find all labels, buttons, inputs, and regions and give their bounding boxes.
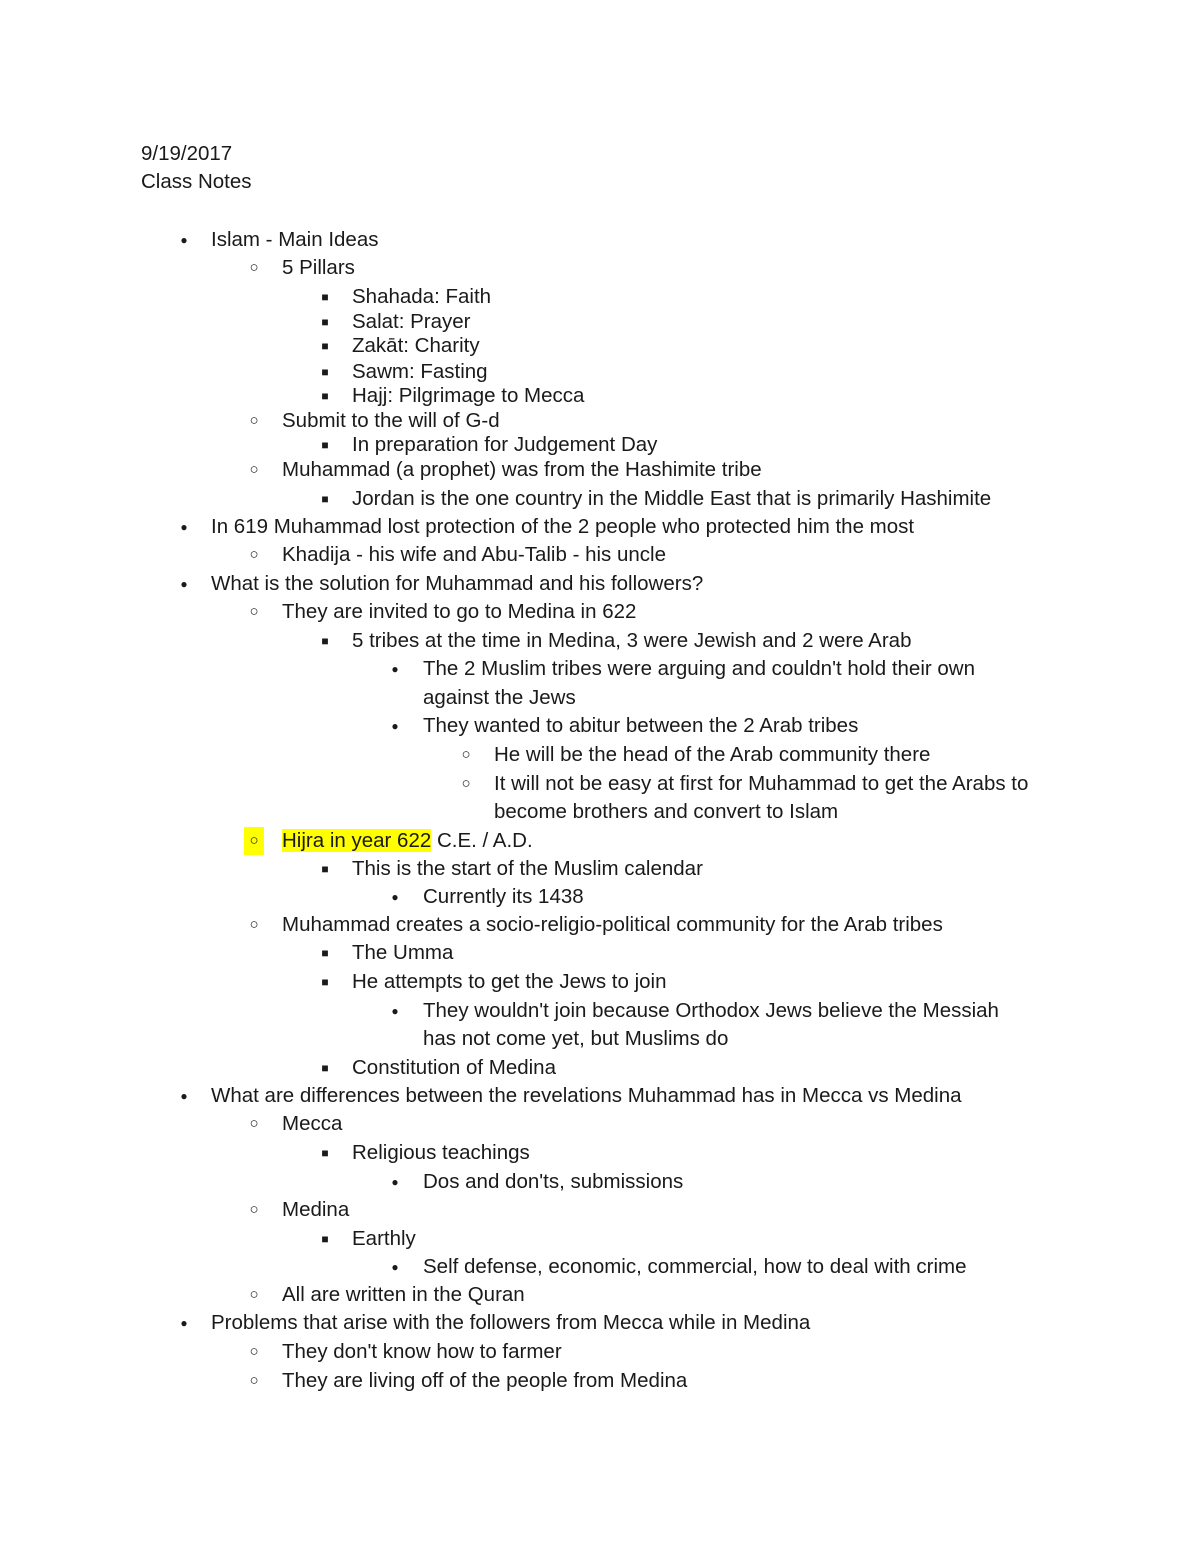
note-item xyxy=(0,655,1200,683)
note-item xyxy=(0,1281,1200,1309)
note-text-content: Muhammad creates a socio-religio-political community for the Arab tribes xyxy=(282,913,943,936)
bullet-square-icon xyxy=(315,855,335,883)
note-text xyxy=(352,382,584,410)
bullet-square-icon xyxy=(315,283,335,311)
note-text-content: It will not be easy at first for Muhammad to get the Arabs to xyxy=(494,772,1029,795)
note-text-content: They don't know how to farmer xyxy=(282,1340,562,1363)
note-item xyxy=(0,939,1200,967)
note-text-content: become brothers and convert to Islam xyxy=(494,800,839,823)
note-text-content: Salat: Prayer xyxy=(352,310,471,333)
note-text xyxy=(352,283,491,311)
note-text-content: The Umma xyxy=(352,941,454,964)
note-text xyxy=(423,712,858,740)
note-text-content: They wanted to abitur between the 2 Arab tribes xyxy=(423,714,859,737)
note-text-content: What are differences between the revelations Muhammad has in Mecca vs Medina xyxy=(211,1084,962,1107)
note-text xyxy=(352,485,991,513)
note-text xyxy=(282,911,943,939)
note-item xyxy=(0,997,1200,1025)
note-item xyxy=(0,254,1200,282)
note-text-content: Dos and don'ts, submissions xyxy=(423,1170,684,1193)
note-text-content: Constitution of Medina xyxy=(352,1056,556,1079)
bullet-disc-icon xyxy=(174,1082,194,1110)
bullet-circle-icon xyxy=(244,456,264,484)
note-text-content: Jordan is the one country in the Middle East that is primarily Hashimite xyxy=(352,487,992,510)
note-item xyxy=(0,741,1200,769)
note-text xyxy=(423,1168,683,1196)
note-text xyxy=(423,1253,966,1281)
bullet-disc-icon xyxy=(385,655,405,683)
note-item xyxy=(0,382,1200,410)
note-text xyxy=(282,1281,525,1309)
note-text xyxy=(423,883,584,911)
note-text xyxy=(282,254,355,282)
bullet-square-icon xyxy=(315,382,335,410)
note-title xyxy=(0,168,1200,196)
note-text-content: In preparation for Judgement Day xyxy=(352,433,658,456)
note-text-rest: C.E. / A.D. xyxy=(431,829,533,852)
bullet-circle-icon xyxy=(244,1110,264,1138)
note-text-content: Problems that arise with the followers from Mecca while in Medina xyxy=(211,1311,811,1334)
note-text-content: 5 Pillars xyxy=(282,256,355,279)
bullet-disc-icon xyxy=(174,513,194,541)
note-text xyxy=(352,1054,556,1082)
note-text xyxy=(352,855,703,883)
note-text xyxy=(282,456,762,484)
bullet-circle-icon xyxy=(244,254,264,282)
note-text-content: Zakāt: Charity xyxy=(352,334,480,357)
note-text xyxy=(423,655,975,683)
bullet-circle-icon xyxy=(244,827,264,855)
note-text xyxy=(352,1225,416,1253)
note-text xyxy=(494,770,1028,798)
note-item xyxy=(0,627,1200,655)
note-item xyxy=(0,513,1200,541)
note-item xyxy=(0,1367,1200,1395)
note-item xyxy=(0,570,1200,598)
bullet-square-icon xyxy=(315,939,335,967)
note-text-content: Khadija - his wife and Abu-Talib - his uncle xyxy=(282,543,667,566)
note-item xyxy=(0,1168,1200,1196)
note-date-text: 9/19/2017 xyxy=(141,142,233,165)
note-item xyxy=(0,1054,1200,1082)
bullet-disc-icon xyxy=(385,883,405,911)
note-item xyxy=(0,1225,1200,1253)
note-text-content: Shahada: Faith xyxy=(352,285,492,308)
note-item xyxy=(0,1139,1200,1167)
bullet-circle-icon xyxy=(456,770,476,798)
note-text xyxy=(282,1338,562,1366)
note-text-content: Earthly xyxy=(352,1227,416,1250)
bullet-square-icon xyxy=(315,332,335,360)
note-text xyxy=(423,997,999,1025)
note-text-content: They are invited to go to Medina in 622 xyxy=(282,600,637,623)
bullet-circle-icon xyxy=(244,1196,264,1224)
note-item xyxy=(0,1253,1200,1281)
bullet-circle-icon xyxy=(244,1338,264,1366)
note-text-content: Hajj: Pilgrimage to Mecca xyxy=(352,384,585,407)
note-line-continuation xyxy=(0,684,1200,712)
note-text-content: against the Jews xyxy=(423,686,576,709)
note-text-content: Medina xyxy=(282,1198,350,1221)
note-item xyxy=(0,712,1200,740)
note-text-content: What is the solution for Muhammad and his followers? xyxy=(211,572,704,595)
note-text-content: Currently its 1438 xyxy=(423,885,584,908)
note-text xyxy=(352,431,657,459)
note-text xyxy=(282,1367,687,1395)
note-text xyxy=(494,798,838,826)
note-text-content: 5 tribes at the time in Medina, 3 were Jewish and 2 were Arab xyxy=(352,629,912,652)
note-item xyxy=(0,431,1200,459)
note-item xyxy=(0,485,1200,513)
note-text-content: Religious teachings xyxy=(352,1141,530,1164)
note-text-content: He attempts to get the Jews to join xyxy=(352,970,667,993)
note-text xyxy=(211,1309,810,1337)
note-text xyxy=(423,1025,728,1053)
note-text xyxy=(282,1196,349,1224)
bullet-square-icon xyxy=(315,431,335,459)
note-text-content: Islam - Main Ideas xyxy=(211,228,379,251)
note-title-text: Class Notes xyxy=(141,170,252,193)
note-item xyxy=(0,283,1200,311)
note-item xyxy=(0,226,1200,254)
bullet-square-icon xyxy=(315,1139,335,1167)
note-text-content: They are living off of the people from Medina xyxy=(282,1369,688,1392)
note-text xyxy=(352,627,912,655)
note-line-continuation xyxy=(0,798,1200,826)
bullet-square-icon xyxy=(315,1054,335,1082)
note-text-content: He will be the head of the Arab community there xyxy=(494,743,931,766)
note-item xyxy=(0,1309,1200,1337)
note-text-content: has not come yet, but Muslims do xyxy=(423,1027,729,1050)
note-line-continuation xyxy=(0,1025,1200,1053)
note-text xyxy=(211,226,378,254)
bullet-square-icon xyxy=(315,1225,335,1253)
bullet-circle-icon xyxy=(244,541,264,569)
note-item xyxy=(0,1082,1200,1110)
bullet-square-icon xyxy=(315,968,335,996)
bullet-circle-icon xyxy=(456,741,476,769)
note-text-content: The 2 Muslim tribes were arguing and couldn't hold their own xyxy=(423,657,976,680)
note-item xyxy=(0,827,1200,855)
note-text xyxy=(352,968,667,996)
note-text-content: Submit to the will of G-d xyxy=(282,409,500,432)
bullet-disc-icon xyxy=(385,1168,405,1196)
note-text xyxy=(282,1110,342,1138)
note-text xyxy=(282,541,666,569)
note-text-content: Muhammad (a prophet) was from the Hashimite tribe xyxy=(282,458,762,481)
bullet-square-icon xyxy=(315,627,335,655)
note-text-content: This is the start of the Muslim calendar xyxy=(352,857,703,880)
note-text xyxy=(211,513,914,541)
note-text xyxy=(494,741,930,769)
highlighted-text: Hijra in year 622 xyxy=(282,829,432,852)
bullet-disc-icon xyxy=(174,1309,194,1337)
bullet-disc-icon xyxy=(385,1253,405,1281)
note-text xyxy=(211,1082,962,1110)
note-item xyxy=(0,1110,1200,1138)
bullet-square-icon xyxy=(315,485,335,513)
note-text-content: In 619 Muhammad lost protection of the 2 people who protected him the most xyxy=(211,515,915,538)
bullet-circle-icon xyxy=(244,598,264,626)
note-text-content: Sawm: Fasting xyxy=(352,360,488,383)
note-item xyxy=(0,598,1200,626)
bullet-disc-icon xyxy=(174,570,194,598)
note-text-content: Mecca xyxy=(282,1112,343,1135)
note-item xyxy=(0,541,1200,569)
note-text xyxy=(282,827,533,855)
note-item xyxy=(0,1338,1200,1366)
note-item xyxy=(0,770,1200,798)
note-text-content: They wouldn't join because Orthodox Jews believe the Messiah xyxy=(423,999,999,1022)
note-text xyxy=(282,598,636,626)
note-text xyxy=(211,570,703,598)
bullet-circle-icon xyxy=(244,911,264,939)
note-item xyxy=(0,456,1200,484)
bullet-circle-icon xyxy=(244,1281,264,1309)
note-item xyxy=(0,911,1200,939)
note-text xyxy=(352,939,453,967)
note-text xyxy=(352,332,480,360)
bullet-disc-icon xyxy=(174,226,194,254)
note-item xyxy=(0,883,1200,911)
note-text xyxy=(423,684,576,712)
note-text xyxy=(352,1139,530,1167)
bullet-disc-icon xyxy=(385,712,405,740)
note-item xyxy=(0,968,1200,996)
note-item xyxy=(0,1196,1200,1224)
bullet-circle-icon xyxy=(244,1367,264,1395)
note-text-content: All are written in the Quran xyxy=(282,1283,525,1306)
bullet-disc-icon xyxy=(385,997,405,1025)
note-date xyxy=(0,140,1200,168)
note-item xyxy=(0,855,1200,883)
note-text-content: Self defense, economic, commercial, how to deal with crime xyxy=(423,1255,967,1278)
note-item xyxy=(0,332,1200,360)
